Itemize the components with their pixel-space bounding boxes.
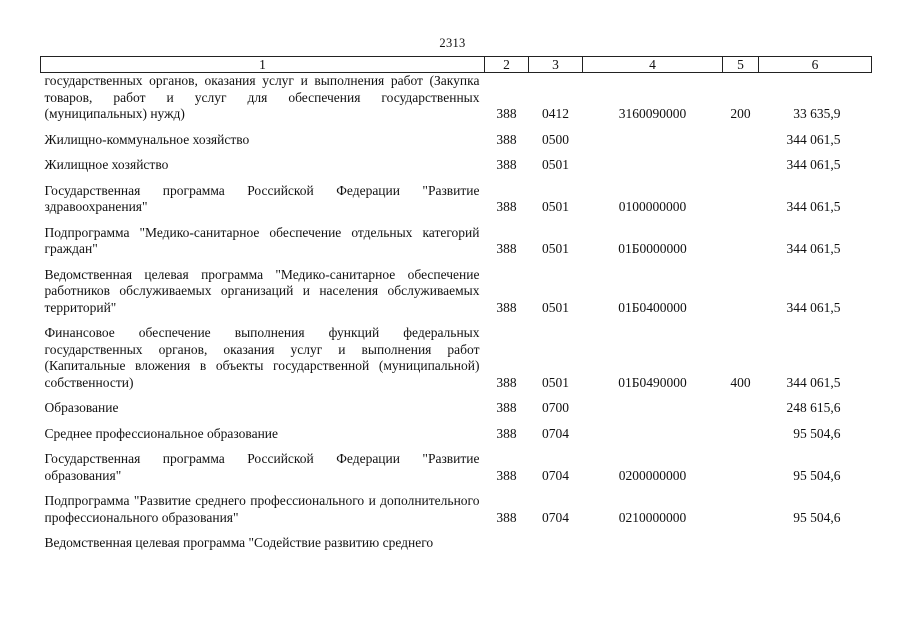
row-amount: 344 061,5: [786, 157, 841, 172]
row-rz-code: 0412: [542, 106, 569, 121]
page-number: 2313: [439, 36, 466, 50]
row-rz-code: 0501: [542, 241, 569, 256]
row-rz-code: 0704: [542, 467, 569, 483]
row-vr-code: [723, 148, 759, 174]
row-gr-code: 388: [496, 199, 517, 214]
header-col-3: 3: [529, 57, 583, 73]
table-body: [41, 73, 872, 552]
row-amount: 95 504,6: [793, 467, 841, 483]
row-vr-code: 400: [730, 374, 751, 390]
row-csr-code: 3160090000: [618, 106, 687, 121]
row-vr-code: [723, 391, 759, 417]
row-gr-code: 388: [496, 131, 517, 147]
table-row: [41, 417, 872, 443]
row-vr-code: [723, 216, 759, 258]
row-vr-code: 200: [730, 106, 751, 121]
row-name: Ведомственная целевая программа "Медико-санитарное обеспечение работников обслуживаемых организаций и населения обслуживаемых территорий": [44, 266, 480, 315]
row-csr-code: [583, 391, 723, 417]
row-rz-code: 0501: [542, 157, 569, 172]
row-gr-code: [485, 526, 529, 552]
budget-table: [40, 56, 872, 552]
row-csr-code: 0100000000: [618, 199, 687, 214]
row-rz-code: 0501: [542, 199, 569, 214]
row-csr-code: 0210000000: [618, 509, 687, 525]
row-gr-code: 388: [496, 374, 517, 390]
row-amount: 344 061,5: [786, 241, 841, 256]
row-rz-code: [529, 526, 583, 552]
header-col-5: 5: [723, 57, 759, 73]
table-row: [41, 316, 872, 391]
row-gr-code: 388: [496, 241, 517, 256]
header-col-2: 2: [485, 57, 529, 73]
row-gr-code: 388: [496, 299, 517, 315]
row-name: Финансовое обеспечение выполнения функций федеральных государственных органов, оказания услуг и выполнения работ (Капитальные вложения в объекты государственной (муниципальной) собственности): [44, 325, 480, 390]
row-amount: 344 061,5: [786, 131, 841, 147]
row-amount: 95 504,6: [793, 509, 841, 525]
row-vr-code: [723, 526, 759, 552]
table-row: [41, 123, 872, 149]
table-row: [41, 526, 872, 552]
table-row: [41, 216, 872, 258]
row-amount: [759, 526, 872, 552]
row-name: Среднее профессиональное образование: [44, 425, 279, 441]
row-vr-code: [723, 484, 759, 526]
row-csr-code: 01Б0490000: [618, 374, 687, 390]
row-csr-code: 01Б0400000: [618, 299, 687, 315]
row-amount: 248 615,6: [786, 400, 841, 415]
header-col-4: 4: [583, 57, 723, 73]
row-rz-code: 0501: [542, 374, 569, 390]
table-row: [41, 148, 872, 174]
row-name: Жилищно-коммунальное хозяйство: [44, 131, 250, 147]
row-rz-code: 0704: [542, 425, 569, 441]
row-amount: 33 635,9: [793, 106, 841, 121]
row-name: Ведомственная целевая программа "Содействие развитию среднего: [44, 535, 434, 550]
table-row: [41, 391, 872, 417]
row-csr-code: [583, 123, 723, 149]
row-rz-code: 0500: [542, 131, 569, 147]
row-vr-code: [723, 258, 759, 317]
row-name: Жилищное хозяйство: [44, 157, 169, 172]
row-name: государственных органов, оказания услуг и выполнения работ (Закупка товаров, работ и услуг для обеспечения государственных (муниципальных) нужд): [44, 73, 480, 121]
row-vr-code: [723, 123, 759, 149]
row-gr-code: 388: [496, 425, 517, 441]
row-gr-code: 388: [496, 106, 517, 121]
row-rz-code: 0501: [542, 299, 569, 315]
row-amount: 344 061,5: [786, 299, 841, 315]
row-amount: 344 061,5: [786, 374, 841, 390]
row-gr-code: 388: [496, 509, 517, 525]
row-amount: 344 061,5: [786, 199, 841, 214]
row-vr-code: [723, 442, 759, 484]
row-vr-code: [723, 174, 759, 216]
row-csr-code: [583, 526, 723, 552]
row-gr-code: 388: [496, 467, 517, 483]
row-gr-code: 388: [496, 400, 517, 415]
row-name: Подпрограмма "Медико-санитарное обеспечение отдельных категорий граждан": [44, 224, 480, 256]
header-row: [41, 57, 872, 73]
table-header: [41, 57, 872, 73]
row-csr-code: [583, 417, 723, 443]
table-row: [41, 73, 872, 123]
row-name: Государственная программа Российской Федерации "Развитие образования": [44, 451, 480, 483]
table-row: [41, 442, 872, 484]
row-amount: 95 504,6: [793, 425, 841, 441]
row-name: Образование: [44, 400, 119, 415]
row-csr-code: [583, 148, 723, 174]
header-col-6: 6: [759, 57, 872, 73]
row-rz-code: 0700: [542, 400, 569, 415]
table-row: [41, 174, 872, 216]
row-csr-code: 01Б0000000: [618, 241, 687, 256]
header-col-1: 1: [41, 57, 485, 73]
row-name: Подпрограмма "Развитие среднего профессионального и дополнительного профессионального образования": [44, 493, 480, 525]
row-rz-code: 0704: [542, 509, 569, 525]
row-csr-code: 0200000000: [618, 467, 687, 483]
row-name: Государственная программа Российской Федерации "Развитие здравоохранения": [44, 182, 480, 214]
row-vr-code: [723, 417, 759, 443]
table-row: [41, 484, 872, 526]
table-row: [41, 258, 872, 317]
row-gr-code: 388: [496, 157, 517, 172]
